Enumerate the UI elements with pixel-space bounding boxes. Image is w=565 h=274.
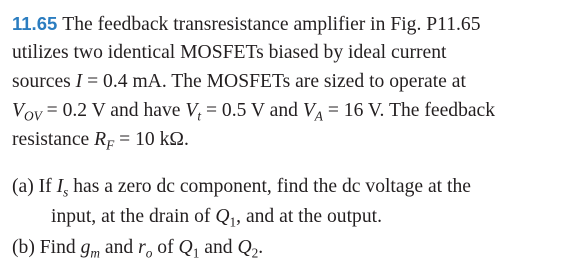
part-a-text-2: has a zero dc component, find the dc voltage at the [68,176,471,197]
part-b-text-3: of [152,237,179,258]
part-b-line [12,236,263,260]
is-subscript: s [63,184,69,200]
part-a-line-2 [51,205,382,229]
intro-line-2: utilizes two identical MOSFETs biased by ideal current [12,42,447,63]
part-a-text-3: input, at the drain of [51,206,216,227]
rf-symbol: R [94,129,107,150]
vov-subscript: OV [23,108,42,124]
ro-symbol: r [138,237,146,258]
current-symbol: I [75,71,83,92]
problem-line-5 [12,128,189,152]
q2-subscript: 2 [251,245,259,261]
ro-subscript: o [145,245,153,261]
part-b-text-4: and [199,237,238,258]
va-subscript: A [314,108,323,124]
part-a-text-1: If [33,176,57,197]
gm-symbol: g [80,237,91,258]
intro-line-3-end: = 0.4 mA. The MOSFETs are sized to operate at [82,71,466,92]
part-b-text-1: Find [34,237,81,258]
part-a-line-1 [12,175,471,199]
q1-subscript-a: 1 [229,214,237,230]
vov-symbol: V [12,100,24,121]
part-b-text-2: and [100,237,139,258]
part-b-end: . [258,237,264,258]
part-b-label: (b) [12,237,35,258]
q1-symbol-a: Q [215,206,230,227]
q2-symbol: Q [237,237,252,258]
problem-line-3 [12,70,466,94]
intro-line-5-start: resistance [12,129,95,150]
part-a-label: (a) [12,176,34,197]
intro-line-3-start: sources [12,71,76,92]
va-value: = 16 V. The feedback [322,100,496,121]
vt-symbol: V [185,100,198,121]
rf-value: = 10 kΩ. [114,129,189,150]
is-symbol: I [56,176,64,197]
vov-value: = 0.2 V and have [41,100,186,121]
q1-symbol-b: Q [178,237,193,258]
problem-number: 11.65 [12,13,58,34]
problem-line-1 [12,12,481,37]
va-symbol: V [302,100,315,121]
problem-line-2 [12,41,447,65]
problem-line-4 [12,99,495,123]
vt-subscript: t [197,108,202,124]
q1-subscript-b: 1 [192,245,200,261]
rf-subscript: F [106,137,115,153]
gm-subscript: m [90,245,101,261]
part-a-text-4: , and at the output. [236,206,382,227]
intro-line-1: The feedback transresistance amplifier in Fig. P11.65 [62,14,481,35]
vt-value: = 0.5 V and [201,100,303,121]
